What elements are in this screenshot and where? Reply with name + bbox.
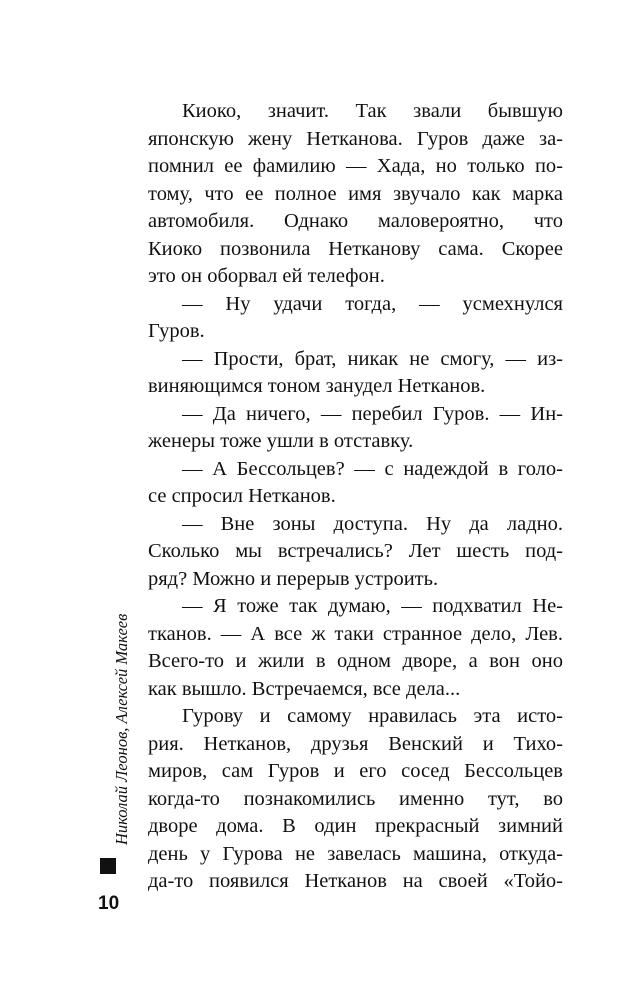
text-line: Киоко, значит. Так звали бывшую bbox=[182, 100, 563, 122]
body-text bbox=[148, 98, 563, 896]
text-line: день у Гурова не завелась машина, откуда- bbox=[148, 842, 563, 865]
text-line: се спросил Нетканов. bbox=[148, 485, 336, 507]
page-marker-square bbox=[100, 858, 116, 874]
text-line: тканов. — А все ж таки странное дело, Лев. bbox=[148, 622, 563, 645]
text-line: — Ну удачи тогда, — усмехнулся bbox=[182, 292, 563, 315]
page-number: 10 bbox=[98, 893, 120, 914]
text-line: женеры тоже ушли в отставку. bbox=[148, 430, 414, 452]
text-line: рия. Нетканов, друзья Венский и Тихо- bbox=[148, 732, 563, 755]
text-line: ряд? Можно и перерыв устроить. bbox=[148, 567, 439, 590]
text-line: Сколько мы встречались? Лет шесть под- bbox=[148, 540, 563, 562]
text-line: да-то появился Нетканов на своей «Тойо- bbox=[148, 870, 563, 892]
text-line: тому, что ее полное имя звучало как марка bbox=[148, 182, 563, 205]
text-line: миров, сам Гуров и его сосед Бессольцев bbox=[148, 760, 563, 782]
text-line: — Вне зоны доступа. Ну да ладно. bbox=[182, 512, 563, 535]
text-line: это он оборвал ей телефон. bbox=[148, 265, 385, 287]
text-line: японскую жену Нетканова. Гуров даже за- bbox=[148, 127, 563, 150]
text-line: — Я тоже так думаю, — подхватил Не- bbox=[182, 595, 563, 617]
text-line: — А Бессольцев? — с надеждой в голо- bbox=[182, 457, 563, 480]
text-line: Гуров. bbox=[148, 320, 205, 342]
text-line: помнил ее фамилию — Хада, но только по- bbox=[148, 155, 563, 177]
text-line: дворе дома. В один прекрасный зимний bbox=[148, 815, 563, 837]
text-line: виняющимся тоном занудел Нетканов. bbox=[148, 375, 486, 397]
running-head: Николай Леонов, Алексей Макеев bbox=[112, 613, 131, 845]
text-line: автомобиля. Однако маловероятно, что bbox=[148, 210, 563, 232]
text-line: — Прости, брат, никак не смогу, — из- bbox=[182, 347, 563, 370]
text-line: когда-то познакомились именно тут, во bbox=[148, 787, 563, 810]
text-line: Всего-то и жили в одном дворе, а вон оно bbox=[148, 650, 563, 672]
text-line: — Да ничего, — перебил Гуров. — Ин- bbox=[182, 402, 563, 425]
text-line: как вышло. Встречаемся, все дела... bbox=[148, 677, 461, 700]
text-line: Гурову и самому нравилась эта исто- bbox=[182, 705, 563, 727]
text-line: Киоко позвонила Нетканову сама. Скорее bbox=[148, 237, 563, 260]
